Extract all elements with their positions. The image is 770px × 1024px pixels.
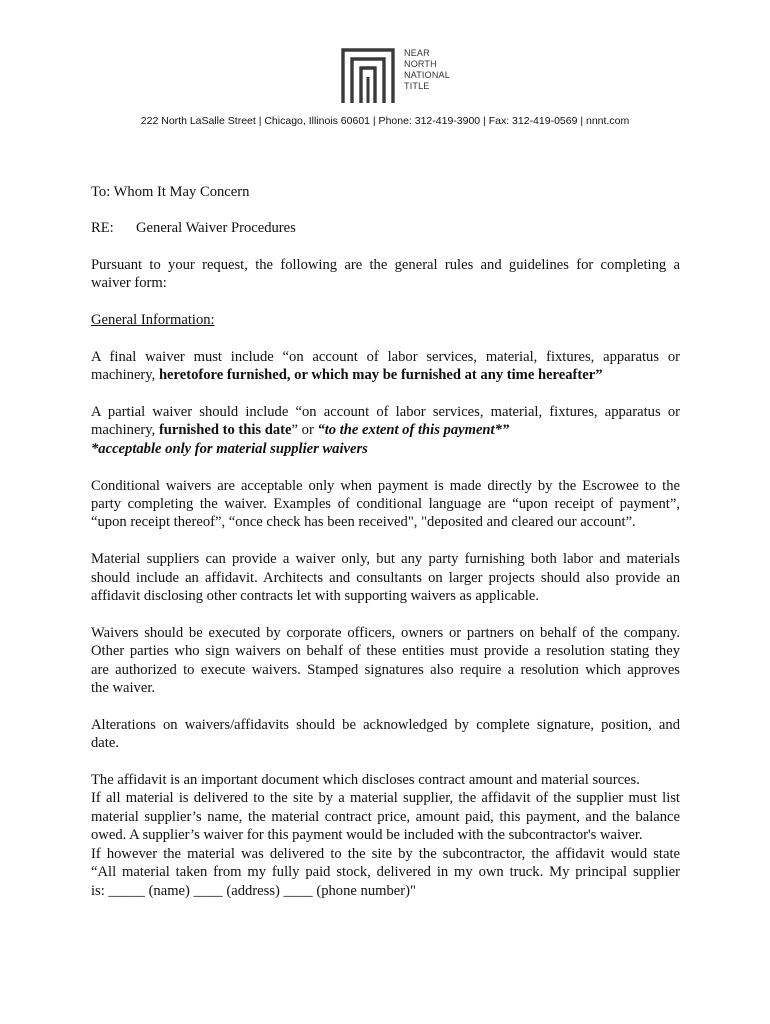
material-suppliers-line: should include an affidavit. Architects and consultants on larger projects should also provide an bbox=[91, 569, 680, 586]
company-name bbox=[404, 48, 450, 92]
final-waiver-text: machinery, bbox=[91, 367, 159, 384]
material-suppliers-line: Material suppliers can provide a waiver only, but any party furnishing both labor and materials bbox=[91, 551, 680, 568]
conditional-waiver-line: “upon receipt thereof”, “once check has been received", "deposited and cleared our account”. bbox=[91, 514, 636, 531]
final-waiver-line: A final waiver must include “on account of labor services, material, fixtures, apparatus or bbox=[91, 348, 680, 365]
final-waiver-emphasis: heretofore furnished, or which may be furnished at any time hereafter” bbox=[158, 367, 603, 384]
subject-line bbox=[91, 219, 680, 237]
recipient-line: To: Whom It May Concern bbox=[91, 184, 250, 200]
partial-waiver-text: machinery, bbox=[91, 422, 159, 439]
partial-waiver-italic: “to the extent of this payment*” bbox=[317, 422, 510, 439]
affidavit-line: If all material is delivered to the site by a material supplier, the affidavit of the supplier must list bbox=[91, 790, 680, 807]
conditional-waiver-line: party completing the waiver. Examples of conditional language are “upon receipt of payment”, bbox=[91, 496, 680, 513]
partial-waiver-or: ” or bbox=[291, 422, 318, 439]
partial-waiver-line bbox=[91, 421, 680, 439]
company-name-line: NORTH bbox=[404, 59, 437, 69]
partial-waiver-emphasis: furnished to this date bbox=[158, 422, 292, 439]
affidavit-line: “All material taken from my fully paid stock, delivered in my own truck. My principal supplier bbox=[91, 864, 680, 881]
execution-line: the waiver. bbox=[91, 680, 156, 697]
affidavit-line: owed. A supplier’s waiver for this payment would be included with the subcontractor's waiver. bbox=[91, 827, 643, 844]
material-suppliers-line: affidavit disclosing other contracts let with supporting waivers as applicable. bbox=[91, 588, 539, 605]
conditional-waiver-line: Conditional waivers are acceptable only when payment is made directly by the Escrowee to the bbox=[91, 477, 680, 494]
company-name-line: TITLE bbox=[404, 81, 430, 91]
affidavit-line: material supplier’s name, the material contract price, amount paid, this payment, and the balance bbox=[91, 808, 680, 825]
affidavit-line: is: _____ (name) ____ (address) ____ (phone number)" bbox=[91, 882, 416, 899]
intro-paragraph-line: waiver form: bbox=[91, 275, 167, 292]
company-name-line: NATIONAL bbox=[404, 70, 450, 80]
alterations-line: Alterations on waivers/affidavits should be acknowledged by complete signature, position, and bbox=[91, 716, 680, 733]
partial-waiver-line: A partial waiver should include “on account of labor services, material, fixtures, apparatus or bbox=[91, 404, 680, 421]
subject-label: RE: bbox=[91, 220, 114, 237]
intro-paragraph-line: Pursuant to your request, the following are the general rules and guidelines for completing a bbox=[91, 256, 680, 273]
company-name-line: NEAR bbox=[404, 48, 430, 58]
nnnt-logo-icon bbox=[340, 47, 396, 103]
affidavit-line: If however the material was delivered to the site by the subcontractor, the affidavit would state bbox=[91, 845, 680, 862]
final-waiver-line bbox=[91, 366, 680, 384]
execution-line: Waivers should be executed by corporate officers, owners or partners on behalf of the company. bbox=[91, 624, 680, 641]
letterhead-address: 222 North LaSalle Street | Chicago, Illinois 60601 | Phone: 312-419-3900 | Fax: 312-419-0569 | nnnt.com bbox=[140, 115, 630, 127]
affidavit-line: The affidavit is an important document which discloses contract amount and material sources. bbox=[91, 772, 640, 789]
execution-line: Other parties who sign waivers on behalf of these entities must provide a resolution stating they bbox=[91, 643, 680, 660]
subject-text: General Waiver Procedures bbox=[136, 220, 296, 237]
execution-line: are authorized to execute waivers. Stamped signatures also require a resolution which approves bbox=[91, 661, 680, 678]
letter-body bbox=[91, 183, 680, 900]
partial-waiver-note: *acceptable only for material supplier waivers bbox=[91, 440, 368, 457]
section-heading: General Information: bbox=[91, 312, 215, 329]
alterations-line: date. bbox=[91, 735, 119, 752]
